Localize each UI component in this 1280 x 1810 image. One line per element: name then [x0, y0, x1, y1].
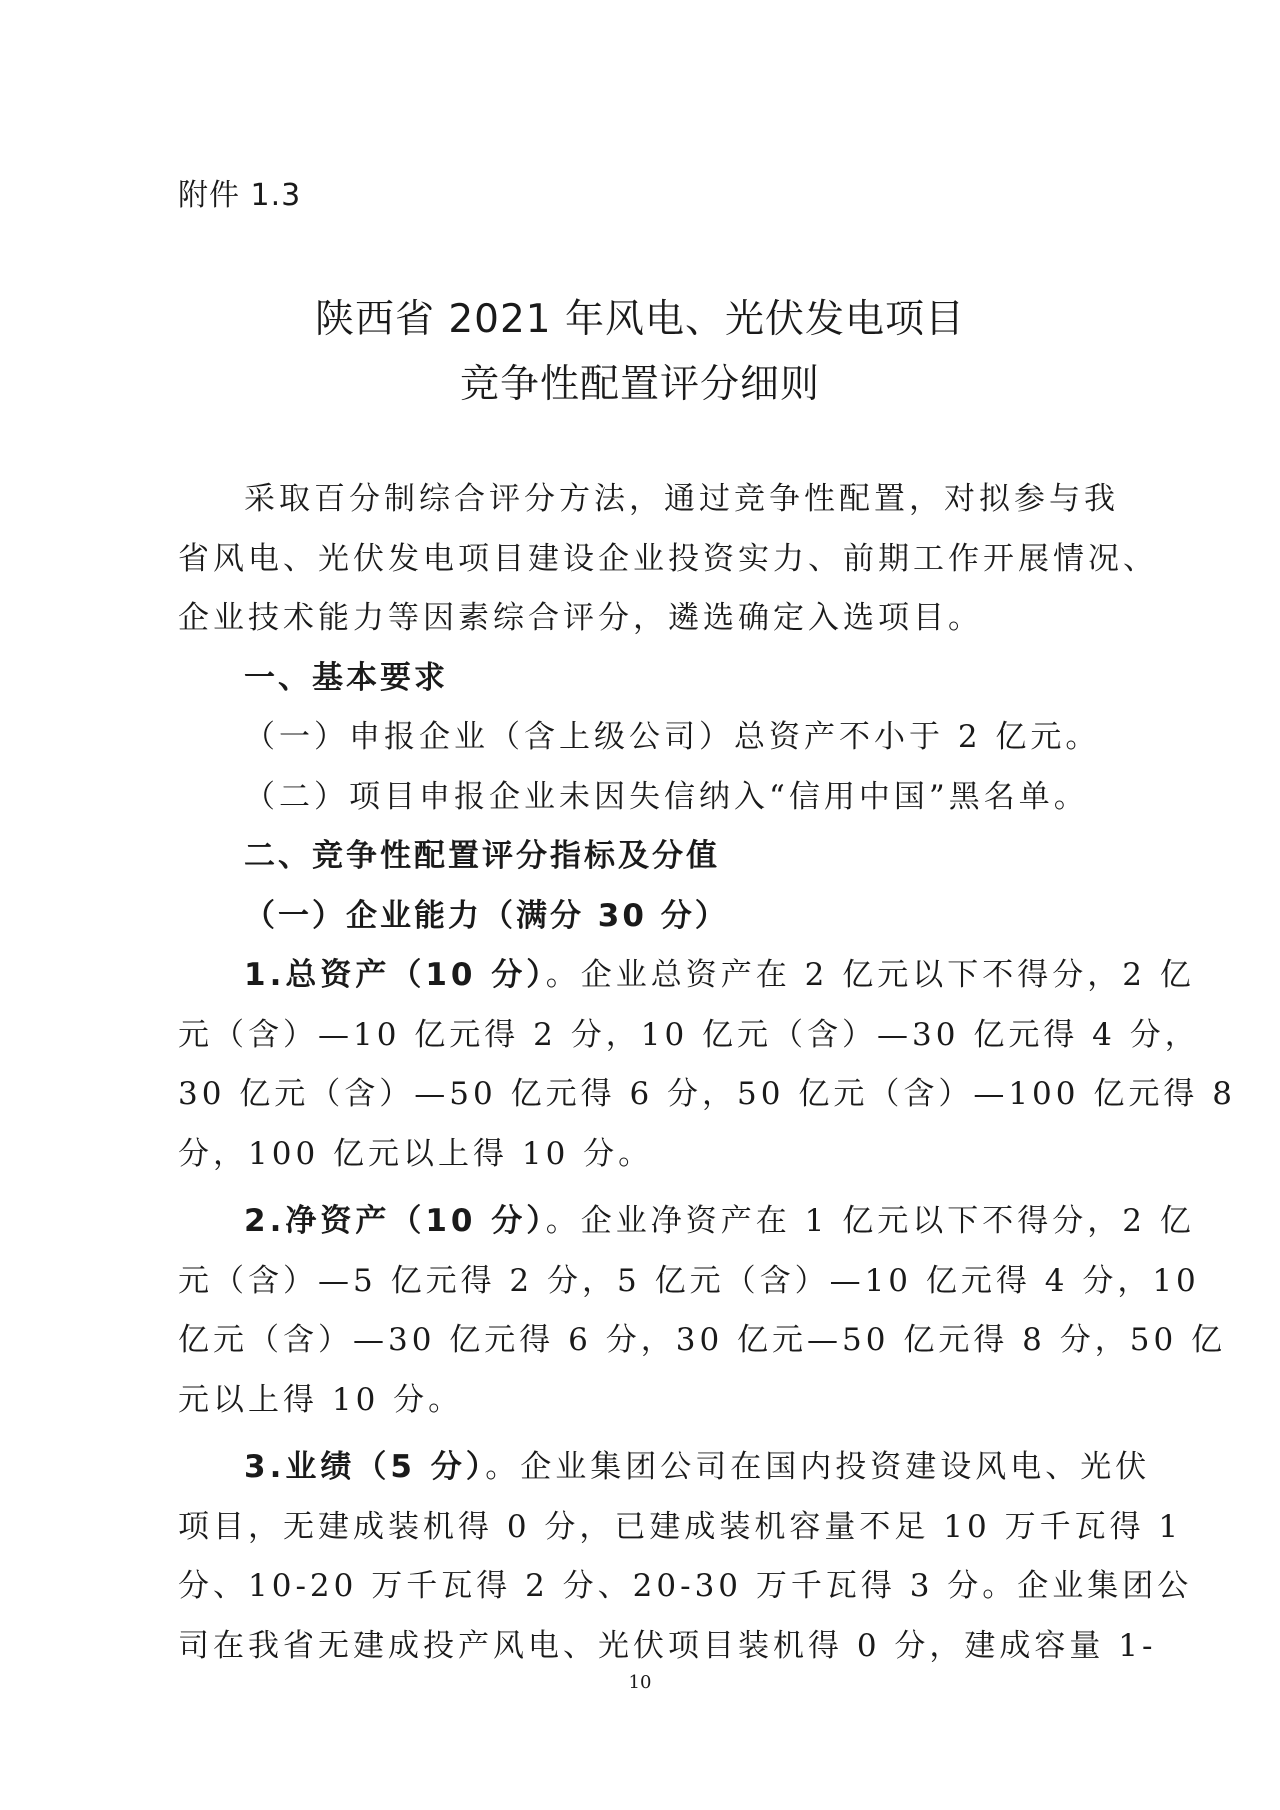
- attachment-label: 附件 1.3: [178, 178, 302, 213]
- intro-line: 企业技术能力等因素综合评分，遴选确定入选项目。: [178, 600, 983, 636]
- item-text: 。企业集团公司在国内投资建设风电、光伏: [485, 1449, 1151, 1485]
- paragraph-gap: [178, 1430, 1108, 1438]
- item-text: 元（含）—10 亿元得 2 分，10 亿元（含）—30 亿元得 4 分，: [178, 1016, 1200, 1053]
- scoring-item-performance: [178, 1438, 1151, 1498]
- page-number: 10: [628, 1672, 652, 1693]
- scoring-item-net-assets: [178, 1192, 1195, 1252]
- document-title-line2: 竞争性配置评分细则: [459, 362, 820, 407]
- document-body: [178, 470, 1236, 1676]
- requirement-item: （一）申报企业（含上级公司）总资产不小于 2 亿元。: [244, 719, 1101, 755]
- item-label: 2.净资产（10 分）: [244, 1203, 546, 1239]
- section1-heading: 一、基本要求: [244, 659, 448, 696]
- item-text: 。企业净资产在 1 亿元以下不得分，2 亿: [545, 1203, 1195, 1239]
- section2-subheading: （一）企业能力（满分 30 分）: [244, 897, 729, 934]
- item-label: 3.业绩（5 分）: [244, 1449, 486, 1485]
- paragraph-gap: [178, 1184, 1108, 1192]
- intro-line: 省风电、光伏发电项目建设企业投资实力、前期工作开展情况、: [178, 540, 1158, 577]
- item-text: 司在我省无建成投产风电、光伏项目装机得 0 分，建成容量 1-: [178, 1627, 1157, 1664]
- item-text: 。企业总资产在 2 亿元以下不得分，2 亿: [545, 957, 1195, 993]
- item-text: 元（含）—5 亿元得 2 分，5 亿元（含）—10 亿元得 4 分，10: [178, 1262, 1200, 1299]
- requirement-item: （二）项目申报企业未因失信纳入“信用中国”黑名单。: [244, 778, 1089, 815]
- document-title-line1: 陕西省 2021 年风电、光伏发电项目: [314, 297, 966, 342]
- item-text: 30 亿元（含）—50 亿元得 6 分，50 亿元（含）—100 亿元得 8: [178, 1076, 1236, 1112]
- item-label: 1.总资产（10 分）: [244, 957, 546, 993]
- scoring-item-total-assets: [178, 946, 1195, 1006]
- item-text: 分、10-20 万千瓦得 2 分、20-30 万千瓦得 3 分。企业集团公: [178, 1568, 1193, 1604]
- section2-heading: 二、竞争性配置评分指标及分值: [244, 838, 720, 874]
- item-text: 项目，无建成装机得 0 分，已建成装机容量不足 10 万千瓦得 1: [178, 1508, 1183, 1545]
- intro-line: 采取百分制综合评分方法，通过竞争性配置，对拟参与我: [244, 481, 1119, 517]
- item-text: 元以上得 10 分。: [178, 1381, 464, 1418]
- item-text: 亿元（含）—30 亿元得 6 分，30 亿元—50 亿元得 8 分，50 亿: [178, 1322, 1227, 1358]
- item-text: 分，100 亿元以上得 10 分。: [178, 1135, 654, 1172]
